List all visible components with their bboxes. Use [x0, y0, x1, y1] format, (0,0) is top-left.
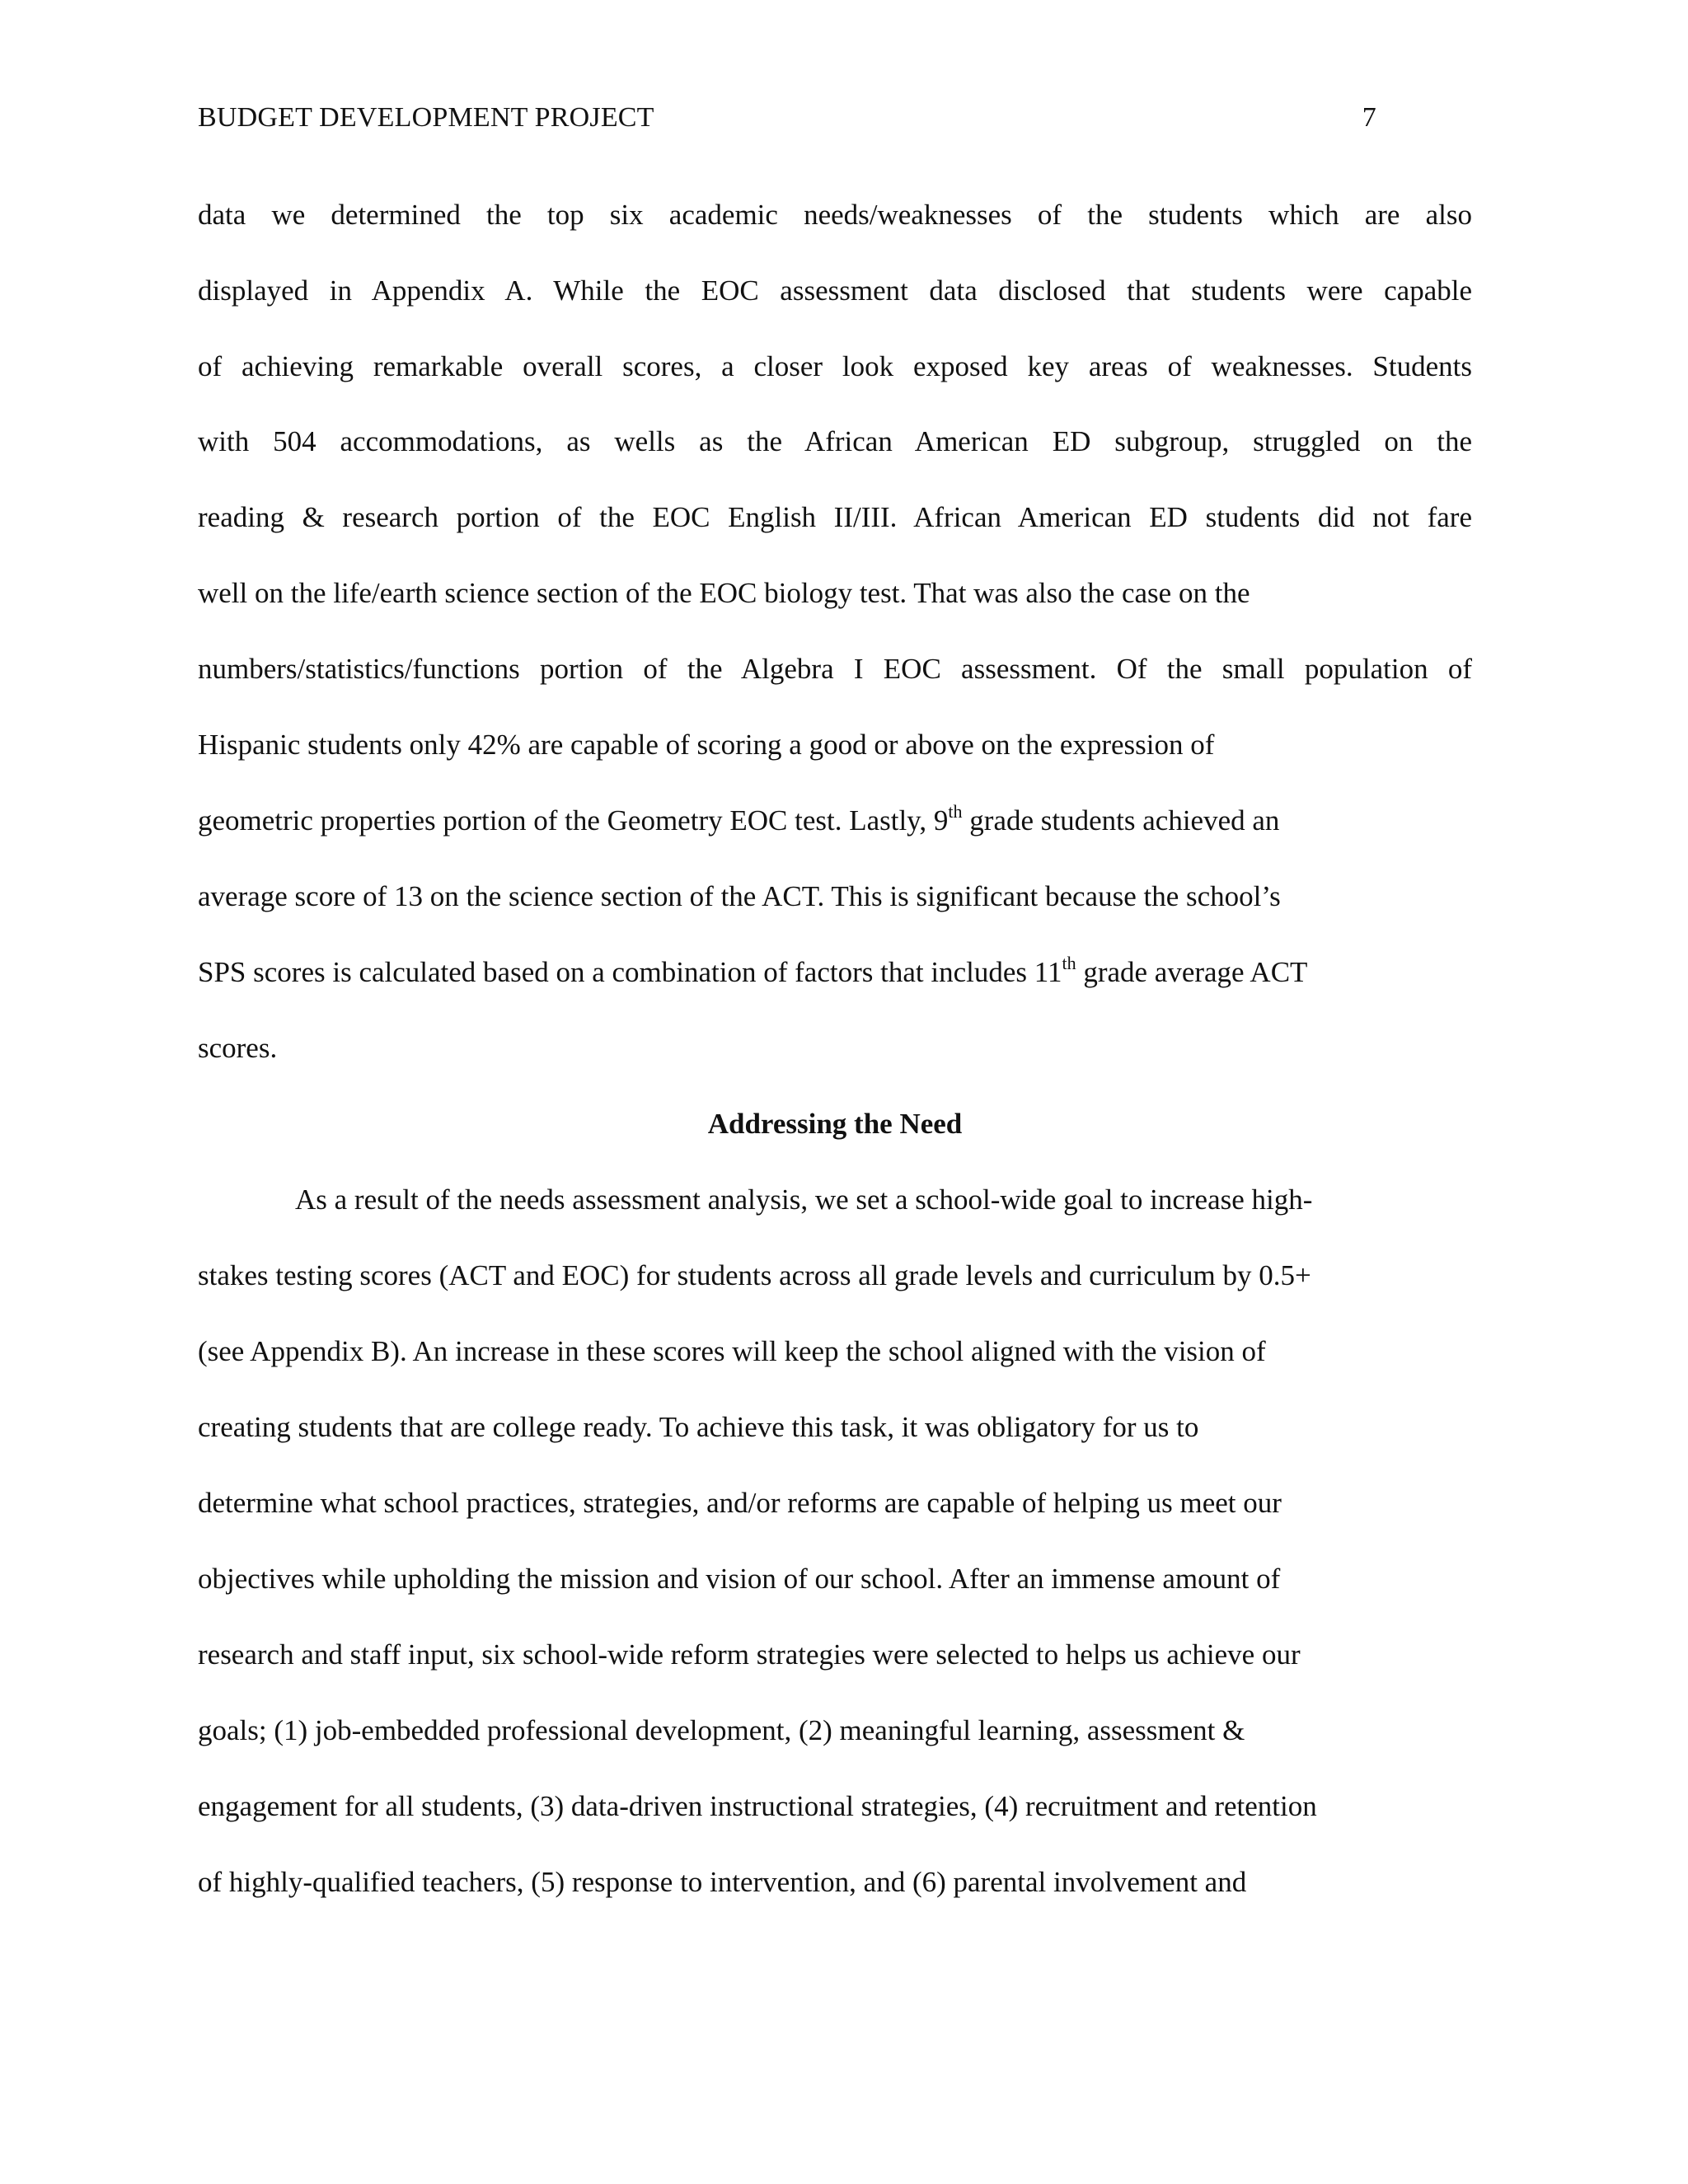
running-head-title: BUDGET DEVELOPMENT PROJECT — [198, 102, 654, 133]
body-line: with 504 accommodations, as wells as the African American ED subgroup, struggled on the — [198, 425, 1472, 457]
body-text: SPS scores is calculated based on a combination of factors that includes 11 — [198, 956, 1062, 988]
body-line: determine what school practices, strategies, and/or reforms are capable of helping us meet our — [198, 1487, 1282, 1519]
body-line — [198, 800, 1279, 841]
superscript: th — [948, 801, 963, 823]
body-line: average score of 13 on the science section of the ACT. This is significant because the school’s — [198, 880, 1281, 912]
body-text: grade students achieved an — [962, 804, 1280, 837]
body-text: geometric properties portion of the Geometry EOC test. Lastly, 9 — [198, 804, 949, 837]
body-line: of achieving remarkable overall scores, a closer look exposed key areas of weaknesses. Students — [198, 350, 1472, 382]
body-line: engagement for all students, (3) data-driven instructional strategies, (4) recruitment and retention — [198, 1790, 1317, 1822]
body-line: numbers/statistics/functions portion of the Algebra I EOC assessment. Of the small population of — [198, 653, 1472, 685]
body-line: reading & research portion of the EOC English II/III. African American ED students did not fare — [198, 501, 1472, 533]
body-line: (see Appendix B). An increase in these scores will keep the school aligned with the vision of — [198, 1335, 1266, 1367]
body-line: research and staff input, six school-wide reform strategies were selected to helps us achieve our — [198, 1638, 1301, 1671]
body-line: goals; (1) job-embedded professional development, (2) meaningful learning, assessment & — [198, 1714, 1245, 1746]
superscript: th — [1062, 953, 1076, 974]
page-number: 7 — [1362, 102, 1376, 133]
body-line: of highly-qualified teachers, (5) response to intervention, and (6) parental involvement and — [198, 1866, 1247, 1898]
section-heading: Addressing the Need — [707, 1108, 963, 1140]
body-line: well on the life/earth science section of the EOC biology test. That was also the case on the — [198, 577, 1250, 609]
body-text: grade average ACT — [1076, 956, 1308, 988]
body-line: creating students that are college ready. To achieve this task, it was obligatory for us to — [198, 1411, 1199, 1443]
body-line: displayed in Appendix A. While the EOC assessment data disclosed that students were capable — [198, 274, 1472, 307]
body-line: Hispanic students only 42% are capable of scoring a good or above on the expression of — [198, 729, 1215, 761]
body-line: data we determined the top six academic needs/weaknesses of the students which are also — [198, 199, 1472, 231]
body-line: scores. — [198, 1032, 278, 1064]
body-line: objectives while upholding the mission and vision of our school. After an immense amount of — [198, 1563, 1281, 1595]
body-line — [198, 952, 1307, 993]
body-line: As a result of the needs assessment analysis, we set a school-wide goal to increase high- — [295, 1183, 1313, 1216]
body-line: stakes testing scores (ACT and EOC) for students across all grade levels and curriculum by 0.5+ — [198, 1259, 1311, 1291]
